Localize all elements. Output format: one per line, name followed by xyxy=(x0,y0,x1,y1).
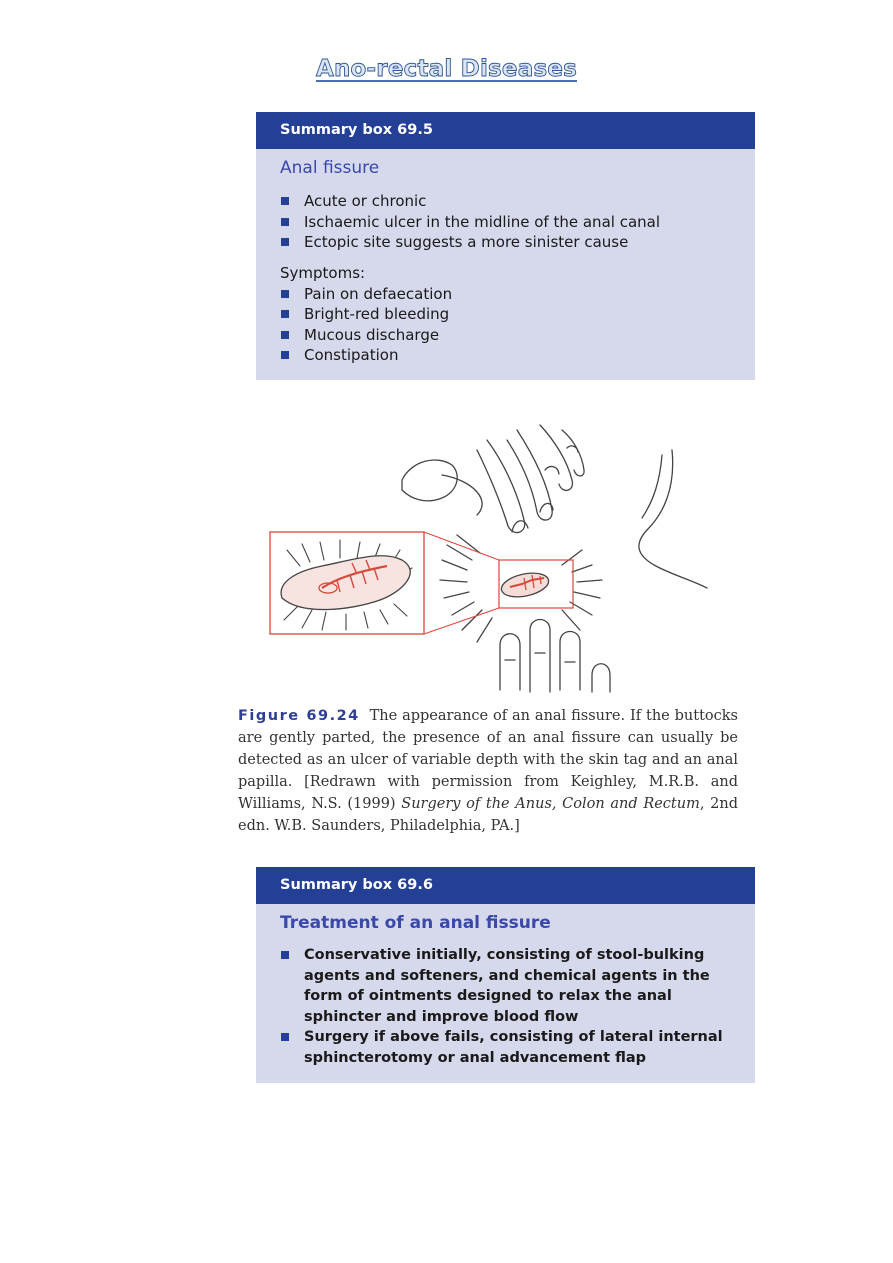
bullet-square-icon xyxy=(281,238,289,246)
summary-box-label: Summary box 69.6 xyxy=(256,867,755,904)
symptoms-list xyxy=(256,284,755,366)
list-item xyxy=(256,191,755,212)
bullet-square-icon xyxy=(281,351,289,359)
list-item-text: Ischaemic ulcer in the midline of the anal canal xyxy=(304,212,661,231)
bullet-square-icon xyxy=(281,951,289,959)
caption-text: The appearance of an anal fissure. If the buttocks are gently parted, the presence of an anal fissure can usually be detected as an ulcer of variable depth with the skin tag and an anal papilla. [Redrawn with permission from Keighley, M.R.B. and Williams, N.S. (1999) xyxy=(238,708,739,812)
list-item xyxy=(256,345,755,366)
list-item xyxy=(256,304,755,325)
list-item xyxy=(256,325,755,346)
fissure-facts-list xyxy=(256,191,755,253)
list-item xyxy=(256,284,755,305)
figure-label: Figure 69.24 xyxy=(238,708,360,724)
list-item xyxy=(256,232,755,253)
summary-box-heading: Treatment of an anal fissure xyxy=(280,913,551,933)
page-title: Ano-rectal Diseases xyxy=(315,56,578,82)
list-item-text: Conservative initially, consisting of stool-bulking agents and softeners, and chemical agents in the form of ointments designed to relax the anal sphincter and improve blood flow xyxy=(304,947,710,1025)
treatment-list xyxy=(256,945,755,1068)
bullet-square-icon xyxy=(281,310,289,318)
symptoms-label: Symptoms: xyxy=(280,263,366,282)
list-item-text: Acute or chronic xyxy=(304,192,427,210)
list-item-text: Mucous discharge xyxy=(304,325,440,344)
summary-box-69-6 xyxy=(256,867,755,1083)
bullet-square-icon xyxy=(281,290,289,298)
bullet-square-icon xyxy=(281,331,289,339)
list-item-text: Constipation xyxy=(304,346,399,364)
bullet-square-icon xyxy=(281,1033,289,1041)
summary-box-69-5 xyxy=(256,112,755,380)
bullet-square-icon xyxy=(281,197,289,205)
bullet-square-icon xyxy=(281,218,289,226)
list-item-text: Ectopic site suggests a more sinister cause xyxy=(304,233,629,251)
list-item-text: Pain on defaecation xyxy=(304,284,453,303)
figure-caption xyxy=(238,705,738,837)
list-item xyxy=(256,945,755,1027)
book-title: Surgery of the Anus, Colon and Rectum xyxy=(401,796,700,812)
summary-box-heading: Anal fissure xyxy=(280,158,380,178)
summary-box-label: Summary box 69.5 xyxy=(256,112,755,149)
list-item xyxy=(256,212,755,233)
list-item xyxy=(256,1027,755,1068)
caption-tail: , 2nd edn. W.B. Saunders, Philadelphia, PA.] xyxy=(238,796,738,834)
list-item-text: Surgery if above fails, consisting of lateral internal sphincterotomy or anal advancement flap xyxy=(304,1029,723,1066)
list-item-text: Bright-red bleeding xyxy=(304,305,450,323)
anal-fissure-illustration xyxy=(262,420,722,700)
